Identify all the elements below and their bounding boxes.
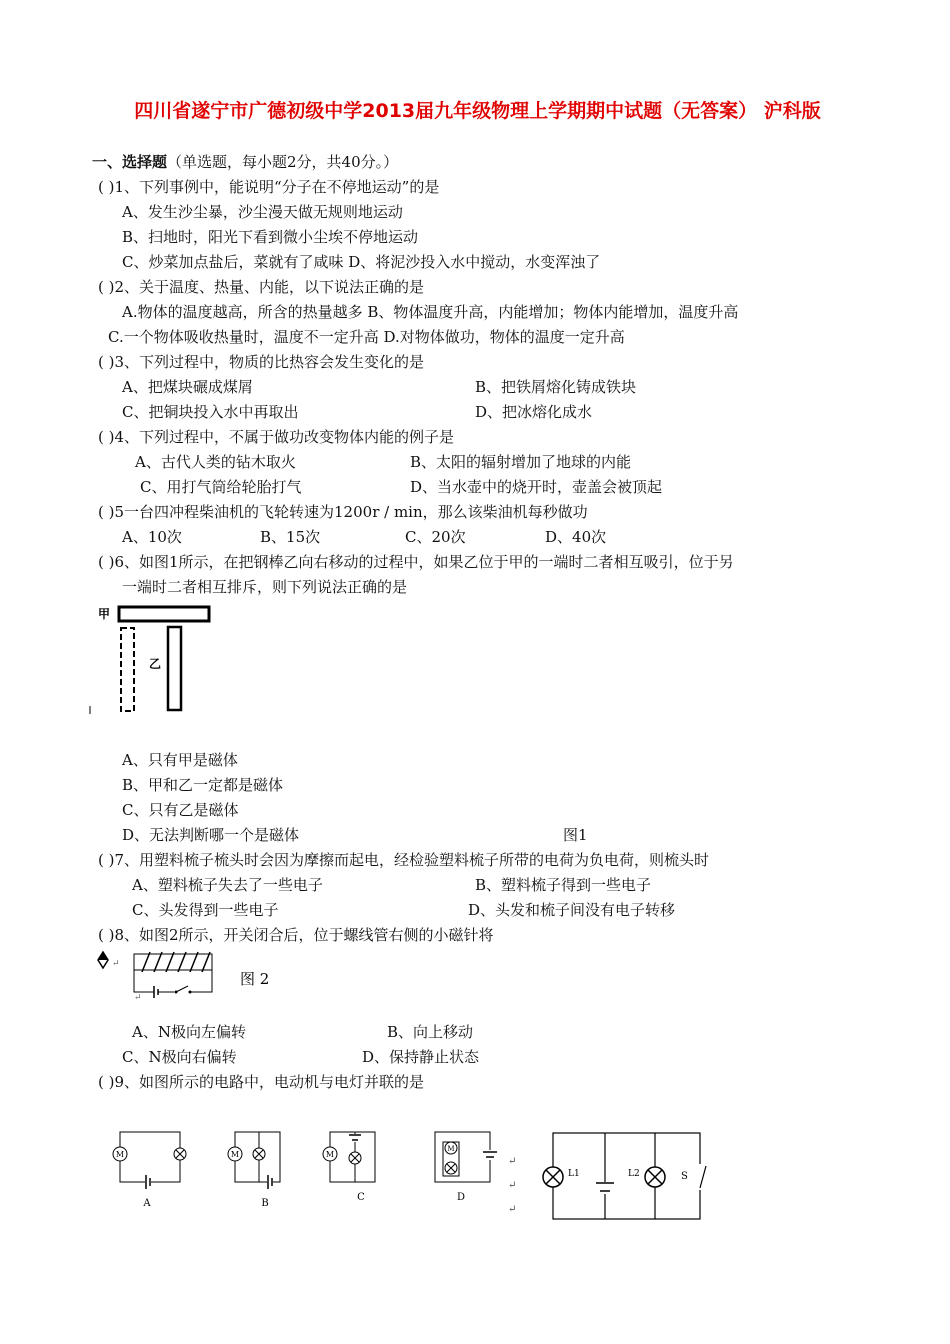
return-mark: ↵ (508, 1156, 517, 1167)
circuit-b (228, 1132, 280, 1209)
q8-option-d: D、保持静止状态 (362, 1048, 480, 1066)
q7-option-d: D、头发和梳子间没有电子转移 (468, 901, 676, 919)
circuit-a (113, 1132, 186, 1209)
circuit-d-label: D (456, 1192, 466, 1203)
q5-stem: ( )5一台四冲程柴油机的飞轮转速为1200r / min，那么该柴油机每秒做功 (98, 503, 588, 521)
motor-label: M (447, 1145, 455, 1153)
return-mark: ↵ (508, 1180, 517, 1191)
section-note: （单选题，每小题2分，共40分。） (167, 153, 399, 171)
q6-option-a: A、只有甲是磁体 (122, 751, 238, 769)
switch-lever (176, 986, 188, 992)
section-label: 一、选择题 (92, 153, 168, 171)
q1-option-a: A、发生沙尘暴，沙尘漫天做无规则地运动 (122, 203, 403, 221)
figure-1-magnets (88, 600, 228, 720)
bar-jia (119, 607, 209, 621)
figure-1-caption: 图1 (563, 826, 588, 844)
q4-stem: ( )4、下列过程中，不属于做功改变物体内能的例子是 (98, 428, 455, 446)
q4-option-c: C、用打气筒给轮胎打气 (140, 478, 302, 496)
q1-option-b: B、扫地时，阳光下看到微小尘埃不停地运动 (122, 228, 419, 246)
q6-stem-line2: 一端时二者相互排斥，则下列说法正确的是 (122, 578, 408, 596)
q1-option-cd: C、炒菜加点盐后，菜就有了咸味 D、将泥沙投入水中搅动，水变浑浊了 (122, 253, 601, 271)
q8-option-b: B、向上移动 (387, 1023, 474, 1041)
q3-option-a: A、把煤块碾成煤屑 (122, 378, 253, 396)
motor-label: M (230, 1150, 240, 1159)
circuit-b-label: B (261, 1198, 269, 1209)
q4-option-b: B、太阳的辐射增加了地球的内能 (410, 453, 632, 471)
circuit-c-label: C (357, 1192, 365, 1203)
wire-right (190, 970, 212, 992)
q8-option-c: C、N极向右偏转 (122, 1048, 237, 1066)
lamp-l1-label: L1 (568, 1169, 580, 1179)
compass-north-half (98, 952, 108, 960)
q3-option-c: C、把铜块投入水中再取出 (122, 403, 299, 421)
bar-yi (168, 627, 181, 710)
q3-stem: ( )3、下列过程中，物质的比热容会发生变化的是 (98, 353, 425, 371)
q6-option-d: D、无法判断哪一个是磁体 (122, 826, 300, 844)
figure-q9-circuits (105, 1120, 715, 1225)
circuit-c (323, 1132, 375, 1203)
q5-option-d: D、40次 (545, 528, 607, 546)
section-heading (92, 152, 398, 172)
q7-option-a: A、塑料梳子失去了一些电子 (132, 876, 323, 894)
figure-2-caption: 图 2 (240, 970, 270, 988)
bar-yi-start-position (121, 628, 134, 711)
solenoid-coil (142, 952, 210, 972)
q6-option-b: B、甲和乙一定都是磁体 (122, 776, 284, 794)
q6-stem-line1: ( )6、如图1所示，在把钢棒乙向右移动的过程中，如果乙位于甲的一端时二者相互吸引，位于另 (98, 553, 734, 571)
page-title: 四川省遂宁市广德初级中学2013届九年级物理上学期期中试题（无答案） 沪科版 (134, 100, 821, 122)
circuit-d (435, 1132, 497, 1203)
q9-stem: ( )9、如图所示的电路中，电动机与电灯并联的是 (98, 1073, 425, 1091)
q2-stem: ( )2、关于温度、热量、内能，以下说法正确的是 (98, 278, 425, 296)
q7-option-b: B、塑料梳子得到一些电子 (475, 876, 652, 894)
circuit-a-label: A (143, 1198, 151, 1209)
q5-option-b: B、15次 (260, 528, 321, 546)
q5-option-c: C、20次 (405, 528, 466, 546)
switch-s-label: S (681, 1171, 688, 1182)
wire-left (134, 970, 154, 992)
q7-option-c: C、头发得到一些电子 (132, 901, 279, 919)
q6-option-c: C、只有乙是磁体 (122, 801, 239, 819)
return-mark: ↵ (508, 1204, 517, 1215)
q7-stem: ( )7、用塑料梳子梳头时会因为摩擦而起电，经检验塑料梳子所带的电荷为负电荷，则梳头时 (98, 851, 710, 869)
q3-option-b: B、把铁屑熔化铸成铁块 (475, 378, 637, 396)
q8-option-a: A、N极向左偏转 (132, 1023, 246, 1041)
figure-1-label-jia: 甲 (98, 607, 111, 621)
q4-option-d: D、当水壶中的烧开时，壶盖会被顶起 (410, 478, 663, 496)
q8-stem: ( )8、如图2所示，开关闭合后，位于螺线管右侧的小磁针将 (98, 926, 494, 944)
q2-option-cd: C.一个物体吸收热量时，温度不一定升高 D.对物体做功，物体的温度一定升高 (108, 328, 625, 346)
q2-option-ab: A.物体的温度越高，所含的热量越多 B、物体温度升高，内能增加；物体内能增加，温度升高 (122, 303, 739, 321)
q4-option-a: A、古代人类的钻木取火 (135, 453, 296, 471)
return-mark: ↵ (112, 959, 120, 969)
motor-label: M (325, 1150, 335, 1159)
circuit-l1-l2 (543, 1133, 706, 1219)
figure-2-solenoid (94, 948, 324, 1002)
return-mark: ↵ (134, 993, 142, 1002)
motor-label: M (115, 1150, 125, 1159)
q3-option-d: D、把冰熔化成水 (475, 403, 593, 421)
q1-stem: ( )1、下列事例中，能说明“分子在不停地运动”的是 (98, 178, 440, 196)
figure-1-label-yi: 乙 (149, 657, 162, 671)
q5-option-a: A、10次 (122, 528, 182, 546)
lamp-l2-label: L2 (628, 1169, 640, 1179)
